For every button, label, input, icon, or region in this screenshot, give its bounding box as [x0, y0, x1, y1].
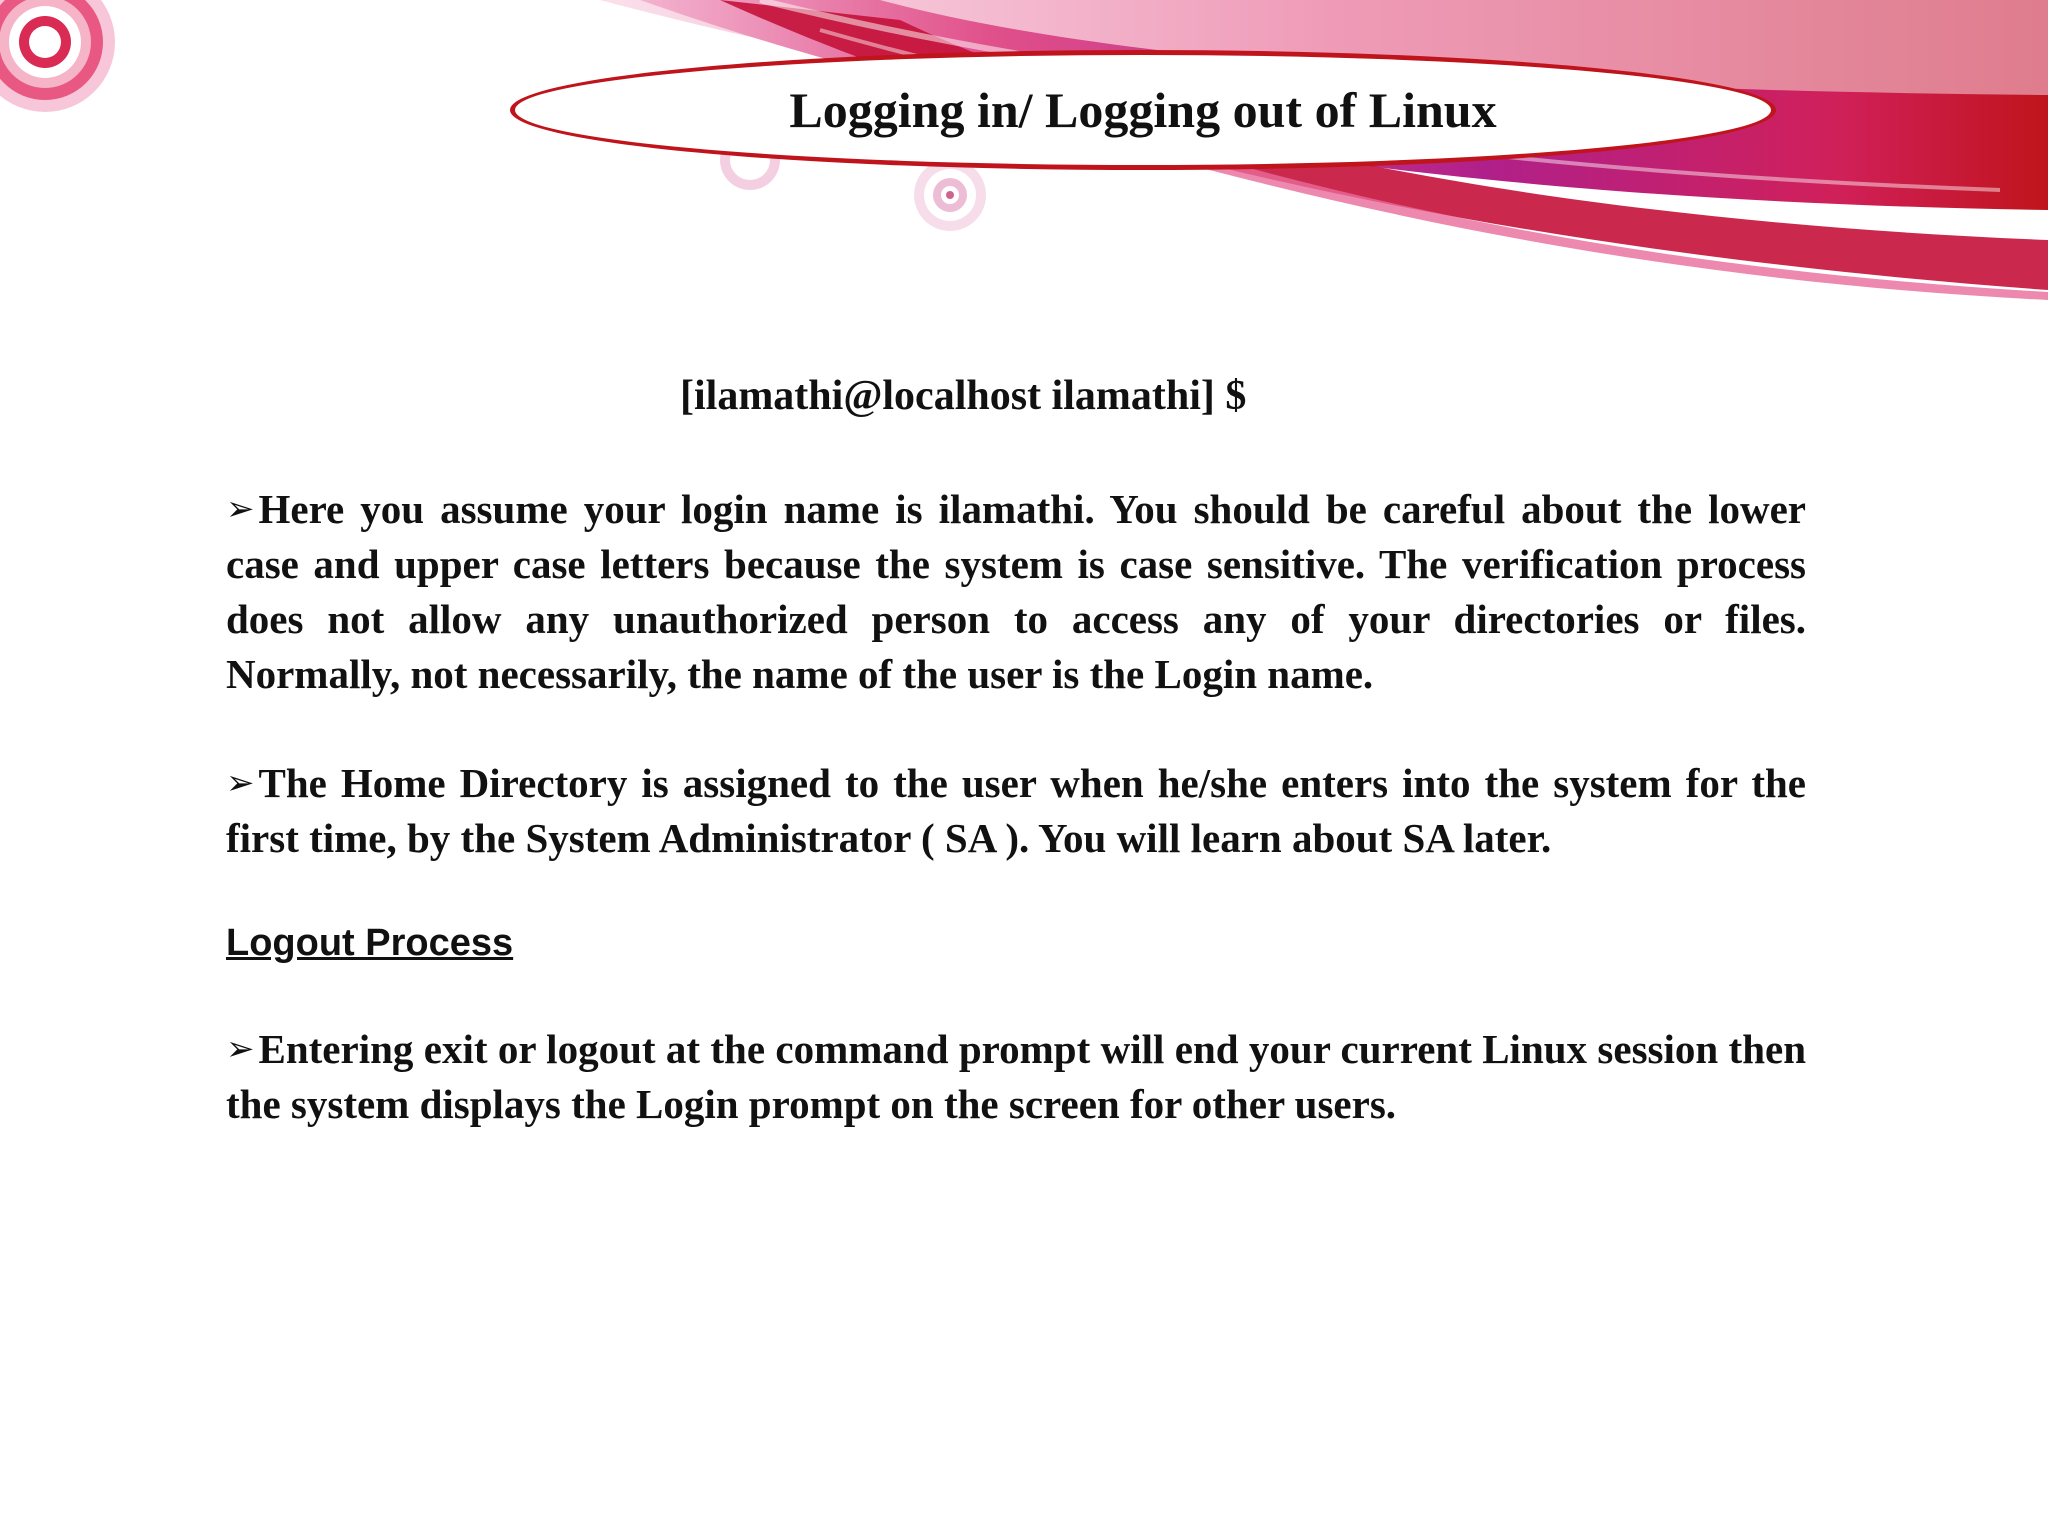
- paragraph-home-directory: [226, 756, 1806, 866]
- arrowhead-bullet-icon: ➢: [226, 489, 255, 529]
- arrowhead-bullet-icon: ➢: [226, 763, 255, 803]
- paragraph-text: Entering exit or logout at the command prompt will end your current Linux session then the system displays the Login prompt on the screen for other users.: [226, 1026, 1806, 1127]
- paragraph-logout: [226, 1022, 1806, 1132]
- paragraph-login-name: [226, 482, 1806, 702]
- shell-prompt: [ilamathi@localhost ilamathi] $: [680, 373, 1247, 419]
- paragraph-text: The Home Directory is assigned to the user when he/she enters into the system for the first time, by the System Administrator ( SA ). You will learn about SA later.: [226, 760, 1806, 861]
- title-banner: [510, 50, 1776, 170]
- slide-title: Logging in/ Logging out of Linux: [789, 82, 1497, 138]
- paragraph-text: Here you assume your login name is ilamathi. You should be careful about the lower case and upper case letters because the system is case sensitive. The verification process does not allow any unauthorized person to access any of your directories or files. Normally, not necessarily, the name of the user is the Login name.: [226, 486, 1806, 697]
- section-heading-logout: Logout Process: [226, 922, 514, 964]
- slide-body: [226, 482, 1806, 1186]
- arrowhead-bullet-icon: ➢: [226, 1029, 255, 1069]
